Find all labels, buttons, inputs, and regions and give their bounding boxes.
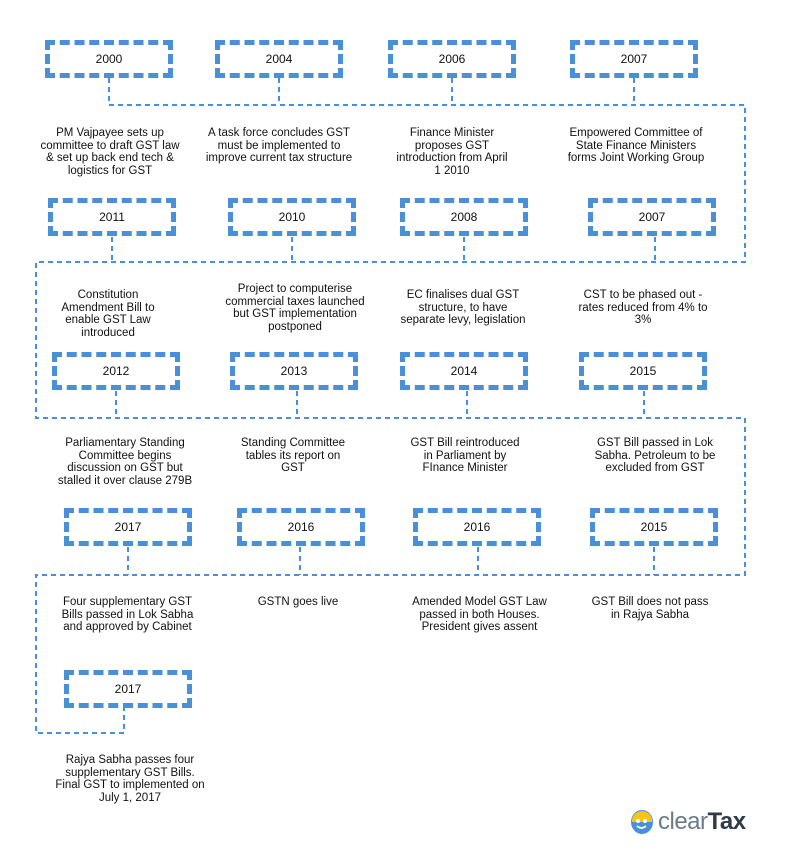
year-box-2007: 2007 [588, 198, 716, 236]
event-text: Finance Minister proposes GST introduction from April 1 2010 [396, 127, 508, 177]
year-box-2014: 2014 [400, 352, 528, 390]
year-box-2017: 2017 [64, 508, 192, 546]
year-box-2011: 2011 [48, 198, 176, 236]
event-text: Project to computerise commercial taxes launched but GST implementation postponed [225, 283, 365, 333]
event-text: Standing Committee tables its report on GST [240, 437, 346, 474]
year-box-2017: 2017 [64, 670, 192, 708]
event-text: GST Bill reintroduced in Parliament by FInance Minister [410, 437, 520, 474]
year-box-2016: 2016 [413, 508, 541, 546]
event-text: Empowered Committee of State Finance Ministers forms Joint Working Group [567, 127, 705, 164]
year-box-2015: 2015 [579, 352, 707, 390]
event-text: Constitution Amendment Bill to enable GST Law introduced [61, 289, 155, 339]
event-text: A task force concludes GST must be implemented to improve current tax structure [205, 127, 353, 164]
year-box-2012: 2012 [52, 352, 180, 390]
event-text: GSTN goes live [257, 596, 339, 608]
event-text: Rajya Sabha passes four supplementary GST Bills. Final GST to implemented on July 1, 2017 [55, 754, 205, 804]
cleartax-smiley-icon [630, 808, 654, 836]
event-text: GST Bill passed in Lok Sabha. Petroleum to be excluded from GST [594, 437, 716, 474]
year-box-2008: 2008 [400, 198, 528, 236]
event-text: Four supplementary GST Bills passed in Lok Sabha and approved by Cabinet [61, 596, 194, 633]
year-box-2004: 2004 [215, 40, 343, 78]
event-text: GST Bill does not pass in Rajya Sabha [591, 596, 709, 621]
event-text: Parliamentary Standing Committee begins discussion on GST but stalled it over clause 279B [57, 437, 193, 487]
event-text: PM Vajpayee sets up committee to draft GST law & set up back end tech & logistics for GST [40, 127, 180, 177]
cleartax-wordmark: clearTax [658, 808, 746, 835]
year-box-2006: 2006 [388, 40, 516, 78]
year-box-2007: 2007 [570, 40, 698, 78]
event-text: CST to be phased out - rates reduced from 4% to 3% [578, 289, 708, 326]
year-box-2013: 2013 [230, 352, 358, 390]
year-box-2010: 2010 [228, 198, 356, 236]
year-box-2016: 2016 [237, 508, 365, 546]
event-text: EC finalises dual GST structure, to have separate levy, legislation [400, 289, 526, 326]
year-box-2015: 2015 [590, 508, 718, 546]
event-text: Amended Model GST Law passed in both Houses. President gives assent [412, 596, 547, 633]
year-box-2000: 2000 [45, 40, 173, 78]
cleartax-logo [630, 806, 746, 838]
